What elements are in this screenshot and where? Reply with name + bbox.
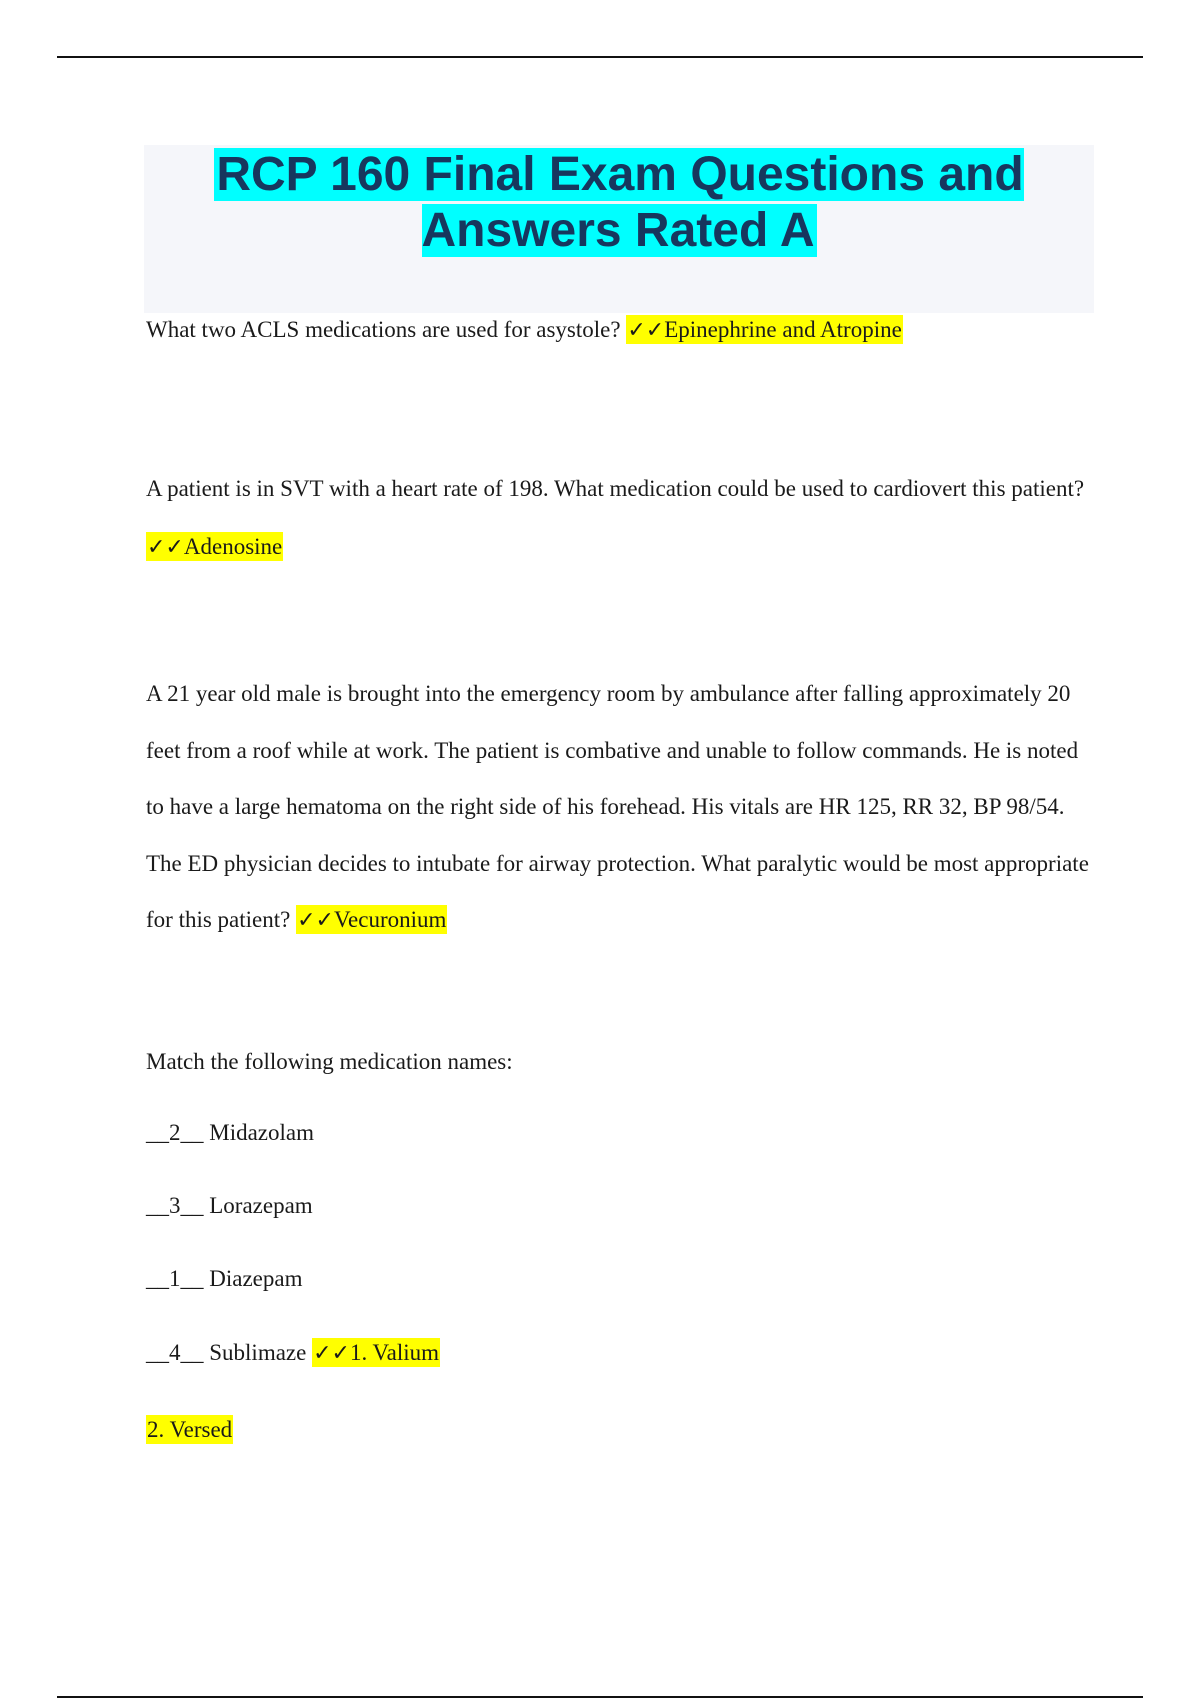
answer-1	[626, 315, 902, 344]
question-1-text: What two ACLS medications are used for asystole?	[146, 317, 621, 342]
matching-answer-1	[312, 1338, 440, 1367]
matching-item-text: __4__ Sublimaze	[146, 1340, 307, 1365]
check-mark-icon: ✓✓	[313, 1341, 350, 1366]
matching-item-with-answer	[146, 1335, 1096, 1372]
matching-item: __3__ Lorazepam	[146, 1193, 313, 1218]
question-1	[146, 312, 1096, 349]
question-2	[146, 460, 1096, 577]
check-mark-icon: ✓✓	[297, 908, 334, 933]
question-3	[146, 666, 1096, 950]
answer-1-text: Epinephrine and Atropine	[664, 317, 902, 342]
top-rule	[57, 56, 1143, 58]
matching-item: __1__ Diazepam	[146, 1266, 303, 1291]
document-title: RCP 160 Final Exam Questions and Answers Rated A	[216, 148, 1024, 257]
matching-intro: Match the following medication names:	[146, 1049, 513, 1074]
answer-3-text: Vecuronium	[333, 907, 447, 932]
answer-2-text: Adenosine	[183, 534, 283, 559]
answer-2	[146, 532, 283, 561]
check-mark-icon: ✓✓	[627, 318, 665, 343]
matching-item: __2__ Midazolam	[146, 1120, 314, 1145]
check-mark-icon: ✓✓	[147, 535, 184, 560]
title-block	[144, 145, 1094, 313]
answer-3	[296, 905, 447, 934]
question-2-text: A patient is in SVT with a heart rate of 198. What medication could be used to cardiovert this patient?	[146, 476, 1085, 501]
matching-answer-2: 2. Versed	[147, 1417, 233, 1442]
matching-answer-line	[146, 1412, 1096, 1448]
matching-answer-1-text: 1. Valium	[349, 1340, 439, 1365]
bottom-rule	[57, 1696, 1143, 1698]
question-3-text: A 21 year old male is brought into the emergency room by ambulance after falling approximately 20 feet from a roof while at work. The patient is combative and unable to follow commands. He is noted to have a large hematoma on the right side of his forehead. His vitals are HR 125, RR 32, BP 98/54. The ED physician decides to intubate for airway protection. What paralytic would be most appropriate for this patient?	[146, 681, 1089, 932]
